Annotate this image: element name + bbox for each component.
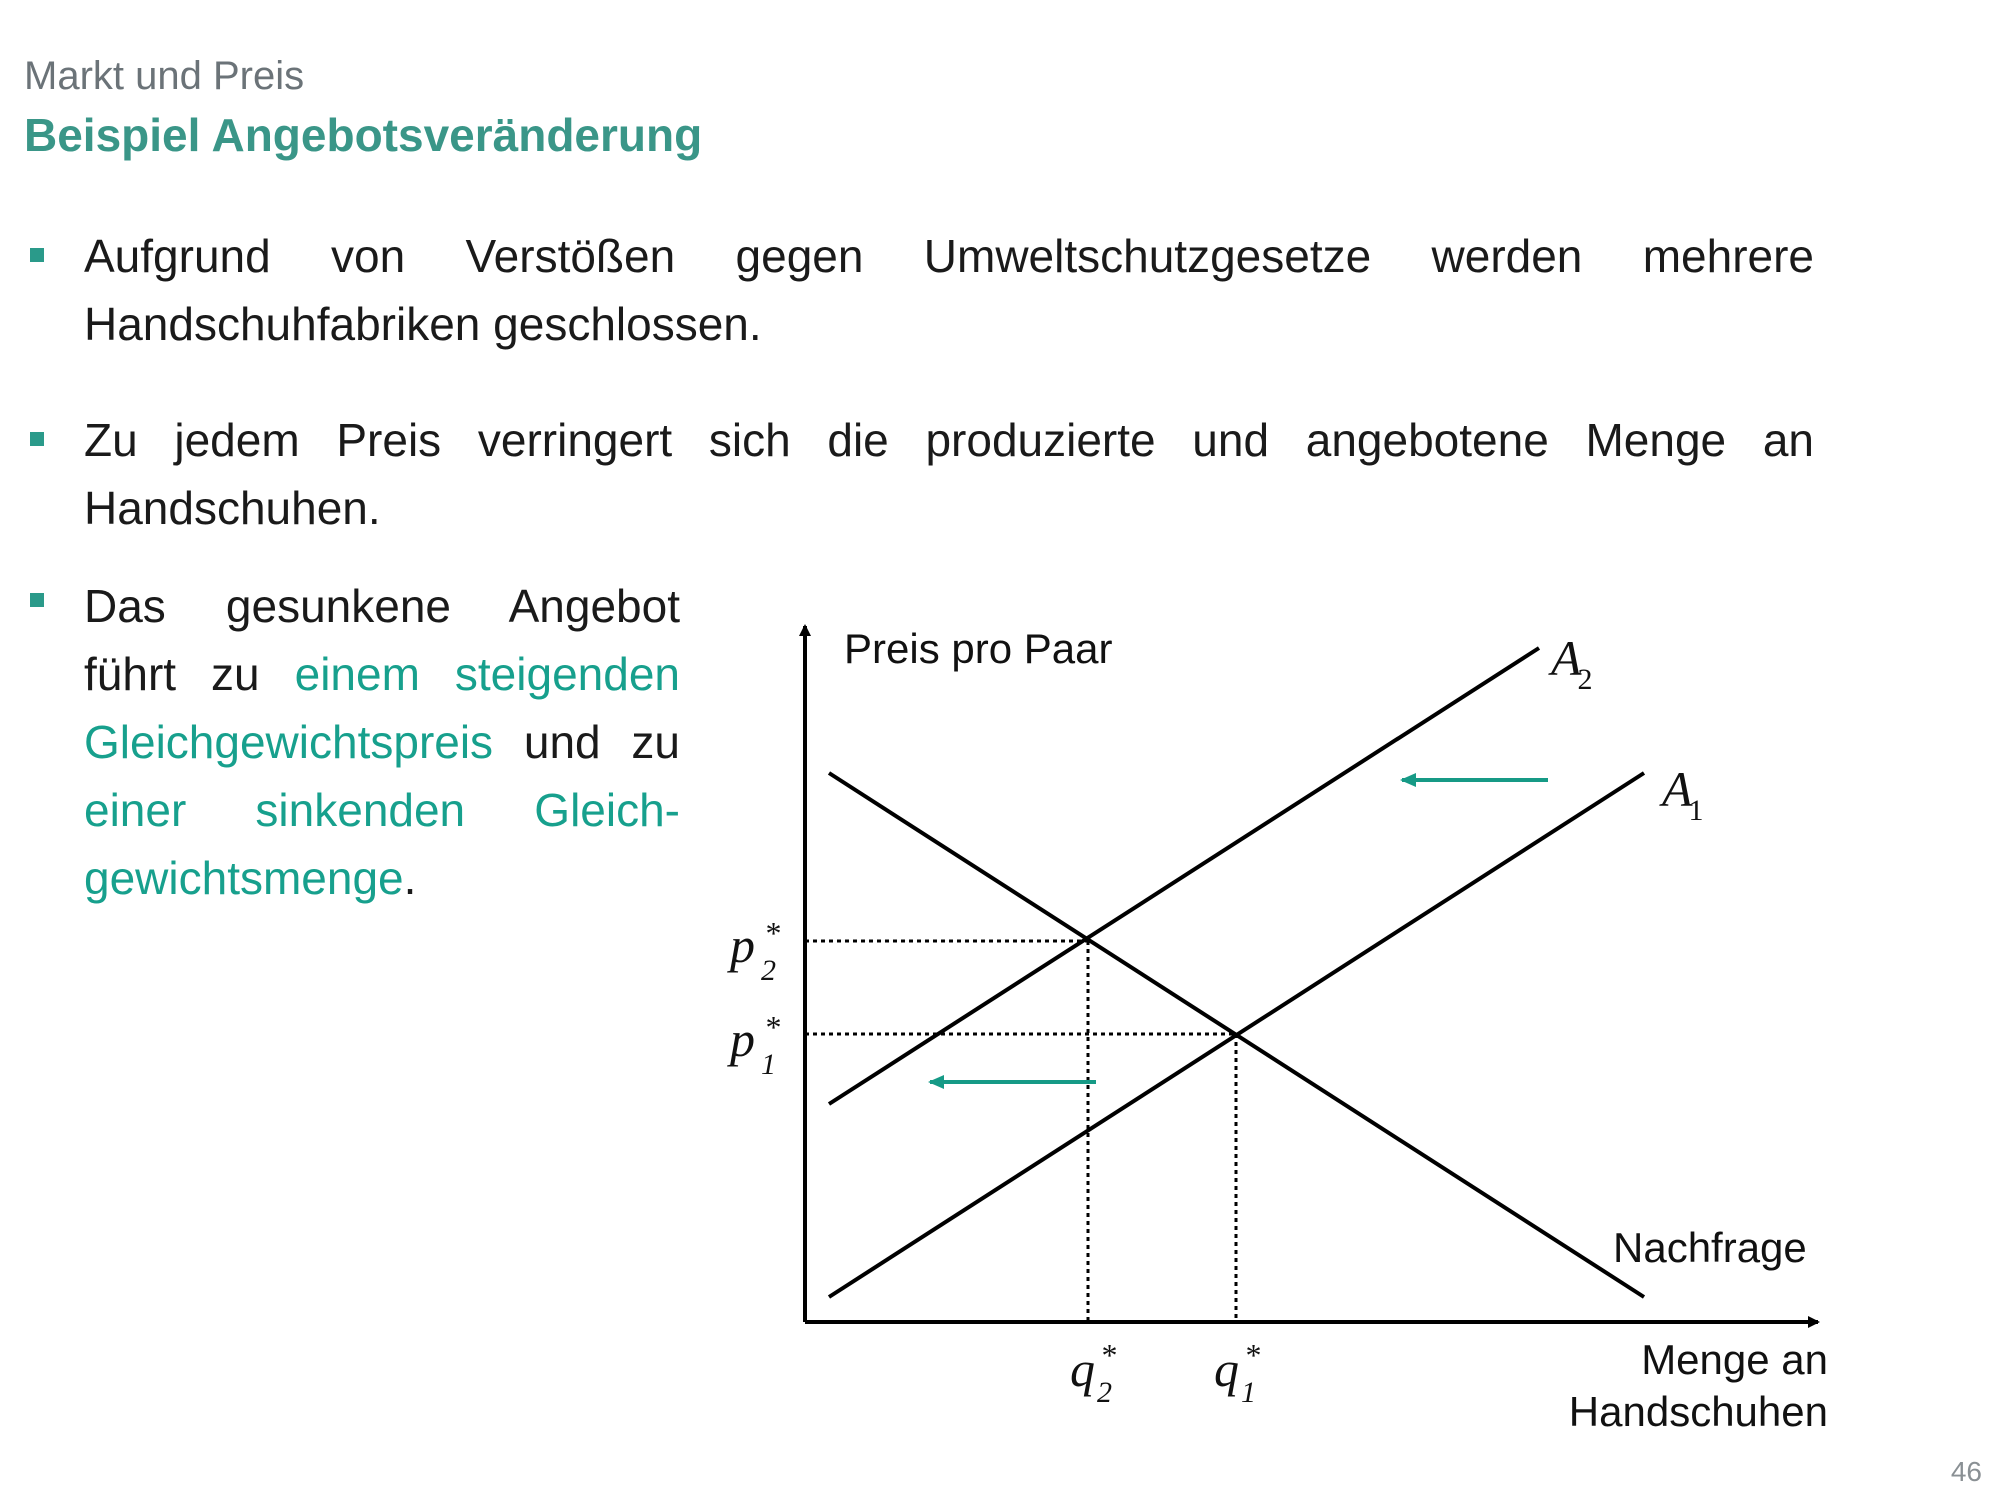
- bullet-text-2: Zu jedem Preis verringert sich die produzierte und angebotene Menge an Handschuhen.: [84, 414, 1814, 534]
- y-axis-label: Preis pro Paar: [844, 625, 1113, 672]
- slide-title: Beispiel Angebotsveränderung: [24, 109, 703, 161]
- bullet-text-1: Aufgrund von Verstößen gegen Umweltschutzgesetze werden mehrere Handschuhfabriken geschlossen.: [84, 230, 1814, 350]
- bullet-3-part2: und zu: [493, 716, 680, 768]
- supply-a1-label: A1: [1662, 761, 1704, 827]
- x-axis-label-line2: Handschuhen: [1568, 1388, 1828, 1435]
- q1-label: q: [1214, 1341, 1239, 1397]
- p2-star: *: [764, 915, 780, 951]
- q2-label: q: [1070, 1341, 1095, 1397]
- q1-subscript: 1: [1241, 1376, 1256, 1409]
- page-number: 46: [1950, 1456, 1982, 1487]
- slide-subtitle: Markt und Preis: [24, 54, 305, 98]
- q2-star: *: [1100, 1337, 1116, 1373]
- supply-a2-label: A2: [1551, 630, 1593, 696]
- demand-label: Nachfrage: [1613, 1224, 1807, 1271]
- x-axis-label-line1: Menge an: [1641, 1336, 1828, 1383]
- bullet-3-part3: .: [403, 852, 417, 904]
- bullet-3-part1: Das gesunkene Angebot führt zu: [84, 580, 680, 700]
- supply-curve-a2: [829, 648, 1539, 1104]
- p1-star: *: [764, 1009, 780, 1045]
- p1-subscript: 1: [761, 1048, 776, 1081]
- p1-label: p: [730, 1011, 755, 1067]
- q2-subscript: 2: [1097, 1376, 1112, 1409]
- bullet-3-highlight-quantity: einer sinkenden Gleich-gewichtsmenge: [84, 784, 680, 904]
- p2-subscript: 2: [761, 954, 776, 987]
- p2-label: p: [730, 917, 755, 973]
- q1-star: *: [1244, 1337, 1260, 1373]
- bullet-3-highlight-price: einem steigenden Gleichgewichtspreis: [84, 648, 680, 768]
